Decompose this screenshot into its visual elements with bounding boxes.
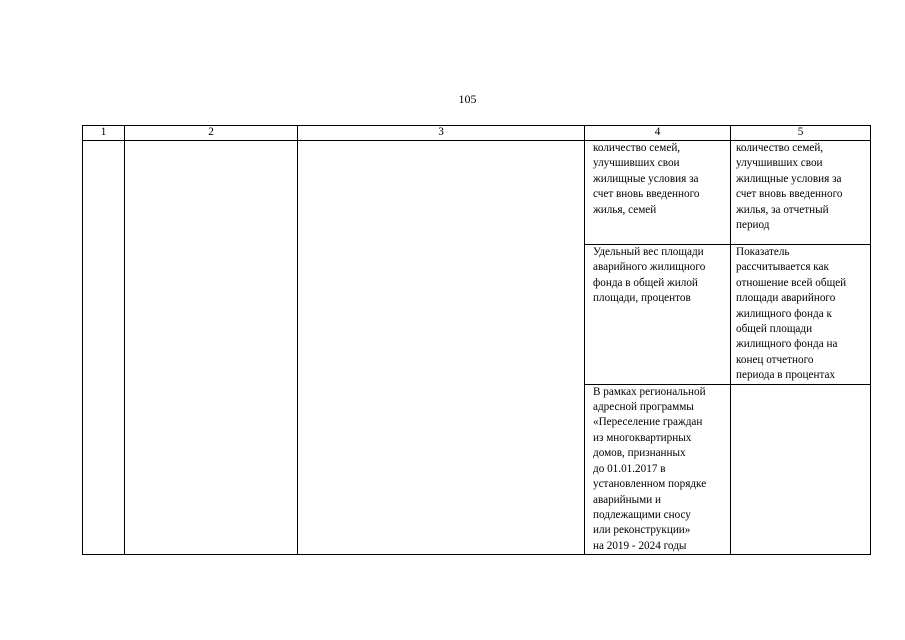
indicator-method-cell <box>731 141 871 245</box>
indicator-name-cell <box>585 141 731 245</box>
header-col-5: 5 <box>731 126 871 141</box>
header-col-3: 3 <box>298 126 585 141</box>
cell-col-2 <box>125 141 298 555</box>
header-col-2: 2 <box>125 126 298 141</box>
indicator-name-text: Удельный вес площади аварийного жилищного фонда в общей жилой площади, процентов <box>593 246 706 305</box>
indicator-name-text: В рамках региональной адресной программы «Переселение граждан из многоквартирных домов, признанных до 01.01.2017 в установленном порядке аварийными и подлежащими сносу или реконструкции» на 2019 - 2024 годы <box>593 385 707 552</box>
indicator-method-text: Показатель рассчитывается как отношение всей общей площади аварийного жилищного фонда к общей площади жилищного фонда на конец отчетного периода в процентах <box>736 246 847 382</box>
page-number: 105 <box>458 92 477 106</box>
table-row <box>83 141 871 245</box>
cell-col-3 <box>298 141 585 555</box>
header-row <box>83 126 871 141</box>
indicator-method-cell <box>731 384 871 554</box>
indicator-table <box>82 125 871 555</box>
indicator-method-text: количество семей, улучшивших свои жилищные условия за счет вновь введенного жилья, за отчетный период <box>736 142 843 232</box>
indicator-method-cell <box>731 245 871 385</box>
cell-col-1 <box>83 141 125 555</box>
indicator-name-cell <box>585 384 731 554</box>
indicator-name-cell <box>585 245 731 385</box>
indicator-name-text: количество семей, улучшивших свои жилищные условия за счет вновь введенного жилья, семей <box>593 142 700 216</box>
header-col-1: 1 <box>83 126 125 141</box>
header-col-4: 4 <box>585 126 731 141</box>
